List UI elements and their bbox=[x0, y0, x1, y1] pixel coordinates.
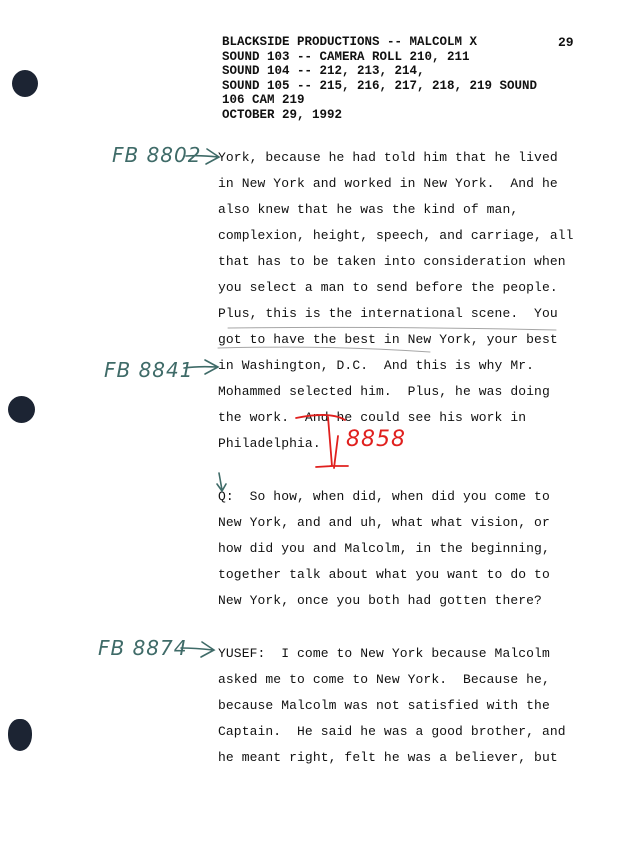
answer-line: Captain. He said he was a good brother, and bbox=[218, 724, 566, 739]
arrow-icon bbox=[184, 360, 218, 374]
transcript-line: Philadelphia. bbox=[218, 436, 321, 451]
question-line: New York, once you both had gotten there? bbox=[218, 593, 542, 608]
header-line: BLACKSIDE PRODUCTIONS -- MALCOLM X bbox=[222, 35, 478, 49]
transcript-line: in Washington, D.C. And this is why Mr. bbox=[218, 358, 535, 373]
page-number: 29 bbox=[558, 35, 574, 50]
transcript-line: you select a man to send before the people. bbox=[218, 280, 558, 295]
answer-line: asked me to come to New York. Because he, bbox=[218, 672, 550, 687]
answer-line: he meant right, felt he was a believer, but bbox=[218, 750, 558, 765]
arrow-icon bbox=[186, 149, 219, 164]
header-line: SOUND 103 -- CAMERA ROLL 210, 211 bbox=[222, 49, 470, 64]
transcript-line: also knew that he was the kind of man, bbox=[218, 202, 519, 217]
transcript-line: Plus, this is the international scene. You bbox=[218, 306, 558, 321]
question-line: together talk about what you want to do to bbox=[218, 567, 550, 582]
transcript-line: Mohammed selected him. Plus, he was doing bbox=[218, 384, 550, 399]
transcript-line: that has to be taken into consideration when bbox=[218, 254, 566, 269]
red-bracket bbox=[296, 415, 348, 468]
handwritten-timecode: FB 8802 bbox=[112, 143, 202, 167]
pencil-underline bbox=[228, 327, 556, 330]
question-line: New York, and and uh, what what vision, or bbox=[218, 515, 550, 530]
question-line: how did you and Malcolm, in the beginning, bbox=[218, 541, 550, 556]
transcript-line: complexion, height, speech, and carriage, all bbox=[218, 228, 574, 243]
answer-line: YUSEF: I come to New York because Malcolm bbox=[218, 646, 550, 661]
answer-line: because Malcolm was not satisfied with the bbox=[218, 698, 550, 713]
transcript-line: the work. And he could see his work in bbox=[218, 410, 527, 425]
transcript-line: York, because he had told him that he lived bbox=[218, 150, 558, 165]
header-line: SOUND 105 -- 215, 216, 217, 218, 219 SOUND bbox=[222, 78, 538, 93]
question-line: Q: So how, when did, when did you come to bbox=[218, 489, 550, 504]
transcript-line: in New York and worked in New York. And he bbox=[218, 176, 558, 191]
header-line: OCTOBER 29, 1992 bbox=[222, 107, 343, 122]
down-arrow-icon bbox=[217, 473, 226, 491]
header-line: SOUND 104 -- 212, 213, 214, bbox=[222, 64, 425, 78]
transcript-line: got to have the best in New York, your best bbox=[218, 332, 558, 347]
handwritten-timecode: FB 8841 bbox=[104, 358, 194, 382]
pencil-underline bbox=[218, 347, 430, 352]
handwritten-timecode-red: 8858 bbox=[346, 427, 406, 452]
header-line: 106 CAM 219 bbox=[222, 93, 305, 107]
arrow-icon bbox=[181, 642, 214, 657]
handwritten-timecode: FB 8874 bbox=[98, 636, 188, 660]
